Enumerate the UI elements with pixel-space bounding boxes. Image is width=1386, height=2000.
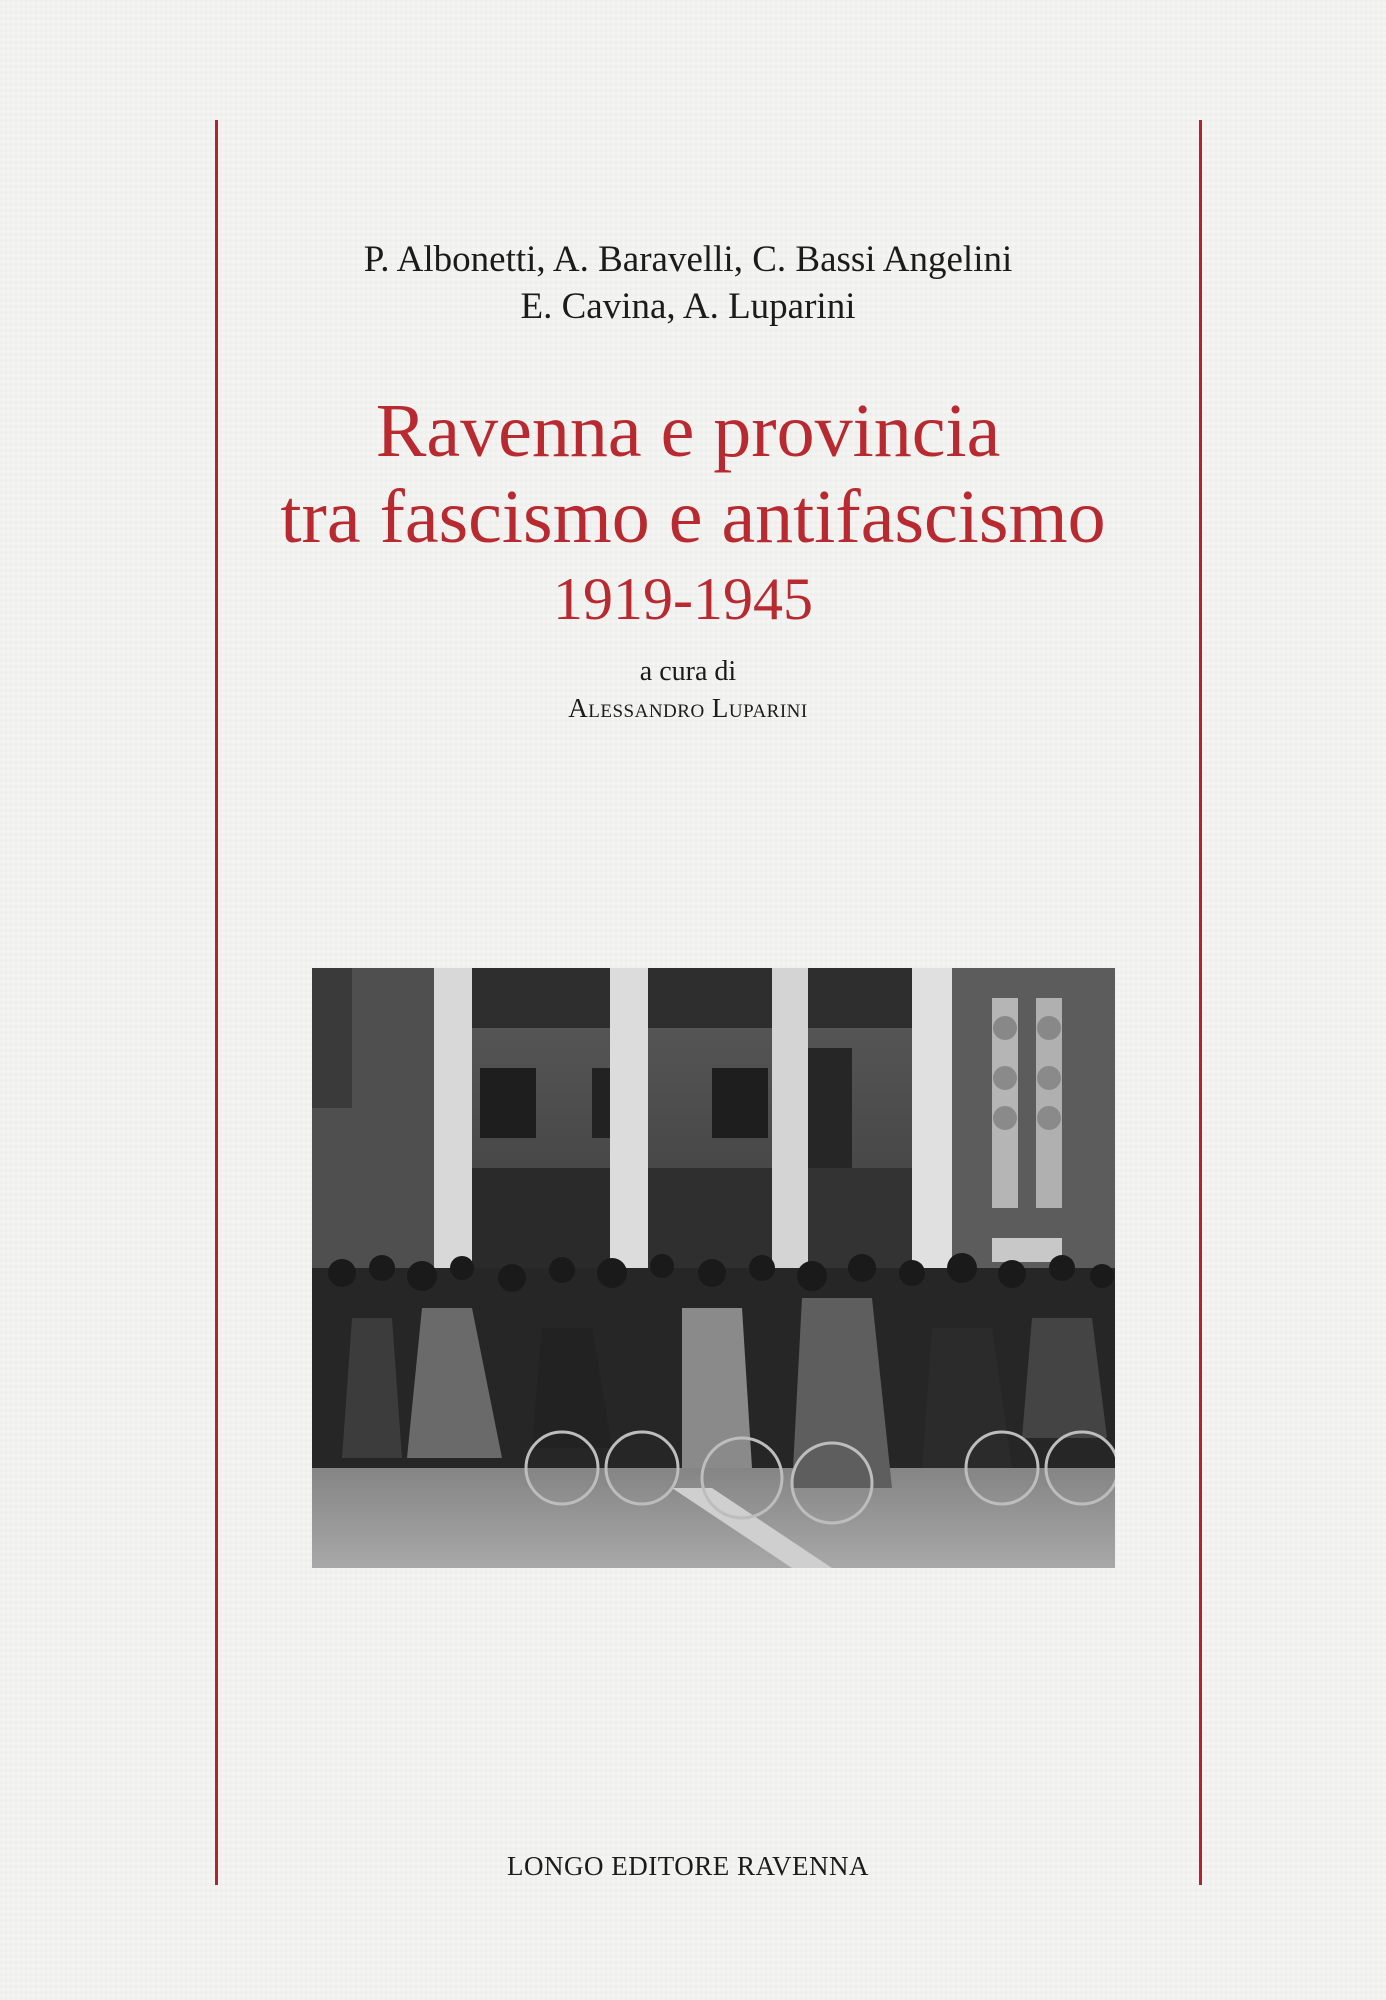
book-title [0,388,1386,638]
authors-line-2: E. Cavina, A. Luparini [520,286,856,327]
editor-name: Alessandro Luparini [568,693,808,723]
title-line-2: tra fascismo e antifascismo [280,475,1106,559]
cover-photograph [312,968,1115,1568]
authors [0,236,1386,330]
curated-by-label: a cura di [639,656,737,687]
crowd-photo-illustration [312,968,1115,1568]
left-red-rule [215,120,218,1885]
editor-credit [0,654,1386,726]
right-red-rule [1199,120,1202,1885]
title-line-1: Ravenna e provincia [375,389,1001,473]
publisher-name: LONGO EDITORE RAVENNA [507,1851,869,1881]
authors-line-1: P. Albonetti, A. Baravelli, C. Bassi Angelini [363,239,1013,280]
title-years: 1919-1945 [553,566,813,632]
